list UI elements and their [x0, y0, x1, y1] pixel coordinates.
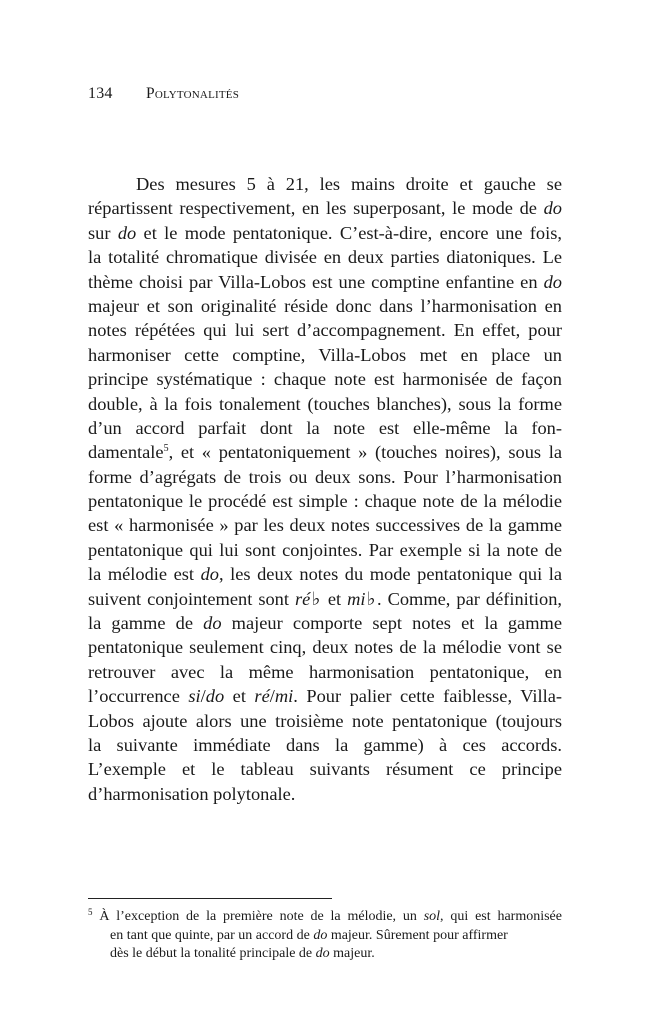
body-paragraph [88, 172, 562, 806]
running-title: Polytonalités [146, 85, 240, 102]
text-line: double, à la fois tonalement (touches blanches), sous la forme [88, 393, 562, 414]
text-line: la gamme de do majeur comporte sept notes et la gamme [88, 613, 562, 634]
footnote-line: dès le début la tonalité principale de do majeur. [110, 946, 375, 961]
text-line: pentatonique qui lui sont conjointes. Par exemple si la note de [88, 539, 562, 560]
text-line: pentatonique le procédé est simple : chaque note de la mélodie [88, 491, 562, 512]
footnote-marker: 5 [88, 907, 93, 917]
text-line: Des mesures 5 à 21, les mains droite et gauche se [136, 174, 562, 194]
text-line: majeur et son originalité réside donc dans l’harmonisation en [88, 295, 562, 316]
footnote-divider [88, 898, 332, 899]
text-line: retrouver avec la même harmonisation pentatonique, en [88, 661, 562, 682]
text-line: d’harmonisation polytonale. [88, 783, 296, 804]
text-line: harmoniser cette comptine, Villa-Lobos met en place un [88, 344, 562, 365]
footnote-line: en tant que quinte, par un accord de do majeur. Sûrement pour affirmer [110, 927, 508, 943]
page-number: 134 [88, 85, 113, 102]
text-line: la suivante immédiate dans la gamme) à ces accords. [88, 734, 562, 755]
text-line: répartissent respectivement, en les superposant, le mode de do [88, 198, 562, 219]
text-line: suivent conjointement sont ré♭ et mi♭. Comme, par définition, [88, 588, 562, 609]
text-line: sur do et le mode pentatonique. C’est-à-dire, encore une fois, [88, 222, 562, 243]
text-line: notes répétées qui lui sert d’accompagnement. En effet, pour [88, 320, 562, 341]
text-line: pentatonique seulement cinq, deux notes de la mélodie vont se [88, 637, 562, 658]
text-line: Lobos ajoute alors une troisième note pentatonique (toujours [88, 710, 562, 731]
text-line: est « harmonisée » par les deux notes successives de la gamme [88, 515, 562, 536]
footnote-line: $^5$ À l’exception de la première note de la mélodie, un sol, qui est harmonisée [88, 907, 562, 924]
footnote-reference: 5 [163, 443, 169, 455]
text-line: L’exemple et le tableau suivants résument ce principe [88, 759, 562, 780]
text-line: la totalité chromatique divisée en deux parties diatoniques. Le [88, 247, 562, 268]
running-header [88, 85, 239, 103]
footnote [88, 908, 562, 964]
text-line: d’un accord parfait dont la note est elle-même la fon- [88, 417, 562, 438]
text-line: forme d’agrégats de trois ou deux sons. Pour l’harmonisation [88, 466, 562, 487]
text-line: la mélodie est do, les deux notes du mode pentatonique qui la [88, 564, 562, 585]
text-line: l’occurrence si/do et ré/mi. Pour palier cette faiblesse, Villa- [88, 686, 563, 707]
text-line: principe systématique : chaque note est harmonisée de façon [88, 369, 562, 390]
text-line: damentale$^5$, et « pentatoniquement » (touches noires), sous la [88, 442, 562, 463]
text-line: thème choisi par Villa-Lobos est une comptine enfantine en do [88, 271, 562, 292]
